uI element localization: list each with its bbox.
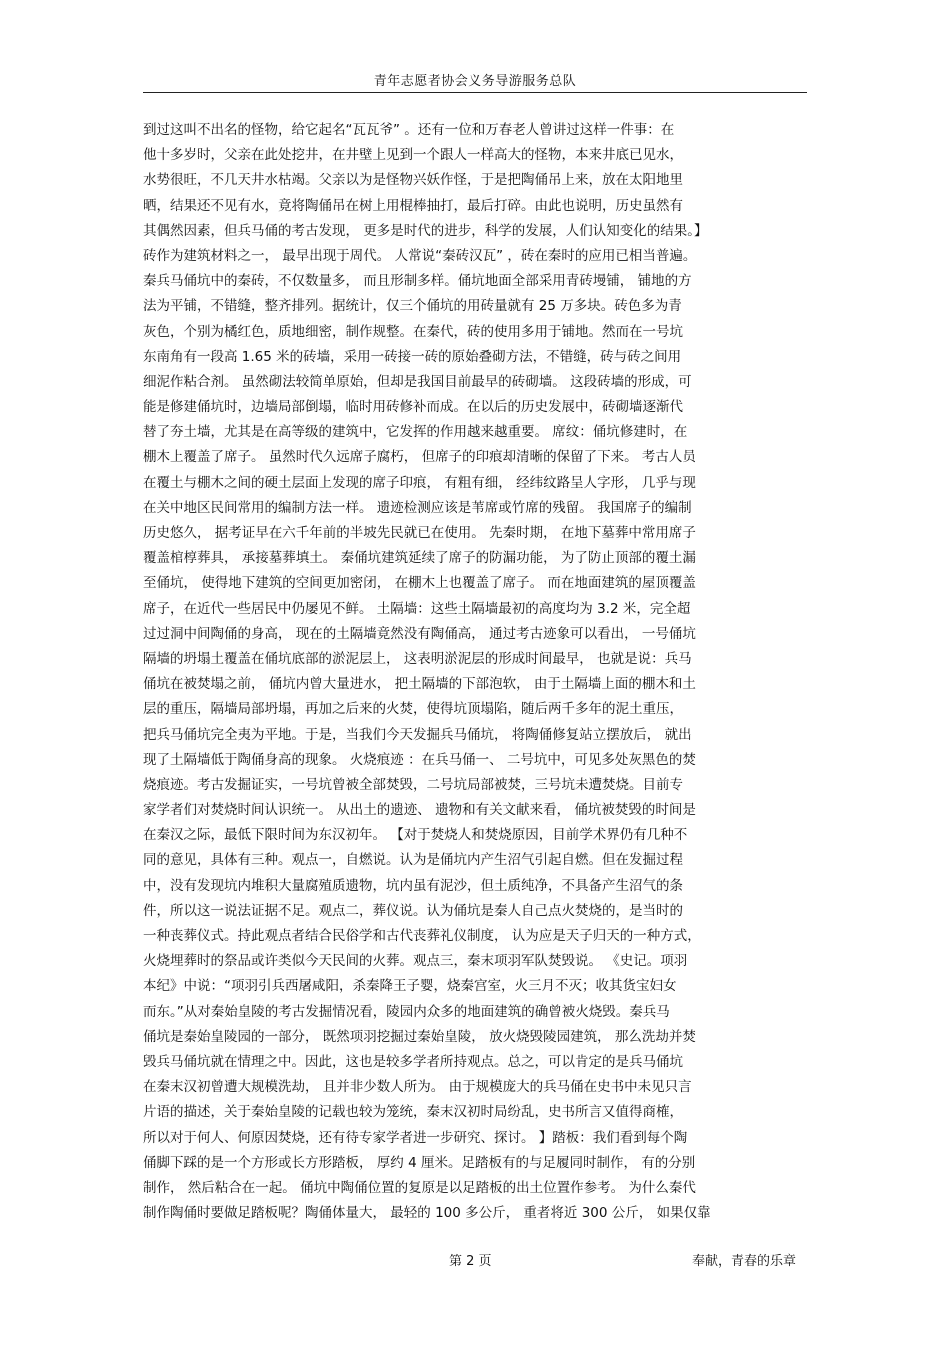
text-line: 制作， 然后粘合在一起。 俑坑中陶俑位置的复原是以足踏板的出土位置作参考。 为什么秦代 (143, 1179, 696, 1196)
text-line: 至俑坑， 使得地下建筑的空间更加密闭， 在棚木上也覆盖了席子。 而在地面建筑的屋顶覆盖 (143, 575, 696, 592)
text-line: 他十多岁时，父亲在此处挖井，在井壁上见到一个跟人一样高大的怪物，本来井底已见水， (143, 147, 683, 164)
text-line: 一种丧葬仪式。持此观点者结合民俗学和古代丧葬礼仪制度， 认为应是天子归天的一种方式， (143, 928, 701, 944)
text-line: 在覆土与棚木之间的硬土层面上发现的席子印痕， 有粗有细， 经纬纹路呈人字形， 几乎与现 (143, 474, 696, 491)
footer-slogan: 奉献，青春的乐章 (692, 1254, 797, 1269)
text-line: 层的重压，隔墙局部坍塌，再加之后来的火焚，使得坑顶塌陷，随后两千多年的泥土重压， (143, 701, 683, 718)
text-line: 晒，结果还不见有水，竟将陶俑吊在树上用棍棒抽打，最后打碎。由此也说明，历史虽然有 (143, 197, 683, 214)
text-line: 中，没有发现坑内堆积大量腐殖质遗物，坑内虽有泥沙，但土质纯净，不具备产生沼气的条 (143, 877, 683, 894)
text-line: 法为平铺，不错缝，整齐排列。据统计，仅三个俑坑的用砖量就有 25 万多块。砖色多为青 (143, 298, 682, 315)
text-line: 所以对于何人、何原因焚烧，还有待专家学者进一步研究、探讨。 】踏板：我们看到每个陶 (143, 1129, 688, 1146)
text-line: 替了夯土墙，尤其是在高等级的建筑中，它发挥的作用越来越重要。 席纹：俑坑修建时，在 (143, 424, 688, 441)
text-line: 能是修建俑坑时，边墙局部倒塌，临时用砖修补而成。在以后的历史发展中，砖砌墙逐渐代 (143, 399, 683, 416)
text-line: 把兵马俑坑完全夷为平地。于是，当我们今天发掘兵马俑坑， 将陶俑修复站立摆放后， 就出 (143, 726, 692, 743)
text-line: 砖作为建筑材料之一， 最早出现于周代。 人常说“秦砖汉瓦” ，砖在秦时的应用已相当普遍。 (143, 247, 697, 264)
text-line: 俑脚下踩的是一个方形或长方形踏板， 厚约 4 厘米。足踏板有的与足履同时制作， 有的分别 (143, 1154, 696, 1171)
text-line: 到过这叫不出名的怪物，给它起名“瓦瓦爷” 。还有一位和万春老人曾讲过这样一件事：在 (143, 122, 675, 138)
text-line: 片语的描述，关于秦始皇陵的记载也较为笼统，秦末汉初时局纷乱，史书所言又值得商榷， (143, 1104, 683, 1121)
text-line: 棚木上覆盖了席子。 虽然时代久远席子腐朽， 但席子的印痕却清晰的保留了下来。 考古人员 (143, 449, 696, 466)
text-line: 火烧埋葬时的祭品或许类似今天民间的火葬。观点三，秦末项羽军队焚毁说。 《史记。项羽 (143, 953, 688, 970)
text-line: 隔墙的坍塌土覆盖在俑坑底部的淤泥层上， 这表明淤泥层的形成时间最早， 也就是说：兵马 (143, 650, 692, 667)
text-line: 俑坑是秦始皇陵园的一部分， 既然项羽挖掘过秦始皇陵， 放火烧毁陵园建筑， 那么洗劫并焚 (143, 1028, 696, 1045)
text-line: 而东。”从对秦始皇陵的考古发掘情况看，陵园内众多的地面建筑的确曾被火烧毁。秦兵马 (143, 1003, 670, 1020)
text-line: 水势很旺，不几天井水枯竭。父亲以为是怪物兴妖作怪，于是把陶俑吊上来，放在太阳地里 (143, 172, 683, 189)
text-line: 制作陶俑时要做足踏板呢？陶俑体量大， 最轻的 100 多公斤， 重者将近 300 公斤， 如果仅靠 (143, 1205, 711, 1222)
text-line: 家学者们对焚烧时间认识统一。 从出土的遗迹、 遗物和有关文献来看， 俑坑被焚毁的时间是 (143, 802, 696, 819)
page-number: 第 2 页 (449, 1254, 492, 1269)
text-line: 毁兵马俑坑就在情理之中。因此，这也是较多学者所持观点。总之，可以肯定的是兵马俑坑 (143, 1053, 683, 1070)
text-line: 件，所以这一说法证据不足。观点二，葬仪说。认为俑坑是秦人自己点火焚烧的，是当时的 (143, 902, 683, 919)
text-line: 灰色，个别为橘红色，质地细密，制作规整。在秦代，砖的使用多用于铺地。然而在一号坑 (143, 323, 683, 340)
text-line: 本纪》中说：“项羽引兵西屠咸阳，杀秦降王子婴，烧秦宫室，火三月不灭；收其货宝妇女 (143, 978, 677, 995)
body-text (143, 118, 807, 1226)
text-line: 在秦末汉初曾遭大规模洗劫， 且并非少数人所为。 由于规模庞大的兵马俑在史书中未见只言 (143, 1079, 692, 1096)
text-line: 俑坑在被焚塌之前， 俑坑内曾大量进水， 把土隔墙的下部泡软， 由于土隔墙上面的棚木和土 (143, 676, 696, 693)
text-line: 东南角有一段高 1.65 米的砖墙，采用一砖接一砖的原始叠砌方法，不错缝，砖与砖之间用 (143, 348, 682, 365)
header-divider (143, 92, 807, 93)
text-line: 在关中地区民间常用的编制方法一样。 遗迹检测应该是苇席或竹席的残留。 我国席子的编制 (143, 499, 692, 516)
text-line: 历史悠久， 据考证早在六千年前的半坡先民就已在使用。 先秦时期， 在地下墓葬中常用席子 (143, 525, 696, 541)
text-line: 席子，在近代一些居民中仍屡见不鲜。 土隔墙：这些土隔墙最初的高度均为 3.2 米，完全超 (143, 600, 691, 617)
header-title: 青年志愿者协会义务导游服务总队 (373, 74, 577, 89)
text-line: 过过洞中间陶俑的身高， 现在的土隔墙竟然没有陶俑高， 通过考古迹象可以看出， 一号俑坑 (143, 625, 696, 642)
text-line: 在秦汉之际，最低下限时间为东汉初年。 【对于焚烧人和焚烧原因，目前学术界仍有几种不 (143, 827, 688, 844)
text-line: 覆盖棺椁葬具， 承接墓葬填土。 秦俑坑建筑延续了席子的防漏功能， 为了防止顶部的覆土漏 (143, 550, 696, 567)
text-line: 其偶然因素，但兵马俑的考古发现， 更多是时代的进步，科学的发展，人们认知变化的结果。】 (143, 222, 708, 239)
text-line: 细泥作粘合剂。 虽然砌法较简单原始，但却是我国目前最早的砖砌墙。 这段砖墙的形成，可 (143, 373, 692, 390)
text-line: 同的意见，具体有三种。观点一，自燃说。认为是俑坑内产生沼气引起自燃。但在发掘过程 (143, 852, 683, 869)
text-line: 烧痕迹。考古发掘证实，一号坑曾被全部焚毁，二号坑局部被焚，三号坑未遭焚烧。目前专 (143, 776, 683, 793)
text-line: 秦兵马俑坑中的秦砖，不仅数量多， 而且形制多样。俑坑地面全部采用青砖墁铺， 铺地的方 (143, 273, 692, 290)
text-line: 现了土隔墙低于陶俑身高的现象。 火烧痕迹 ：在兵马俑一、 二号坑中，可见多处灰黑色的焚 (143, 751, 696, 768)
